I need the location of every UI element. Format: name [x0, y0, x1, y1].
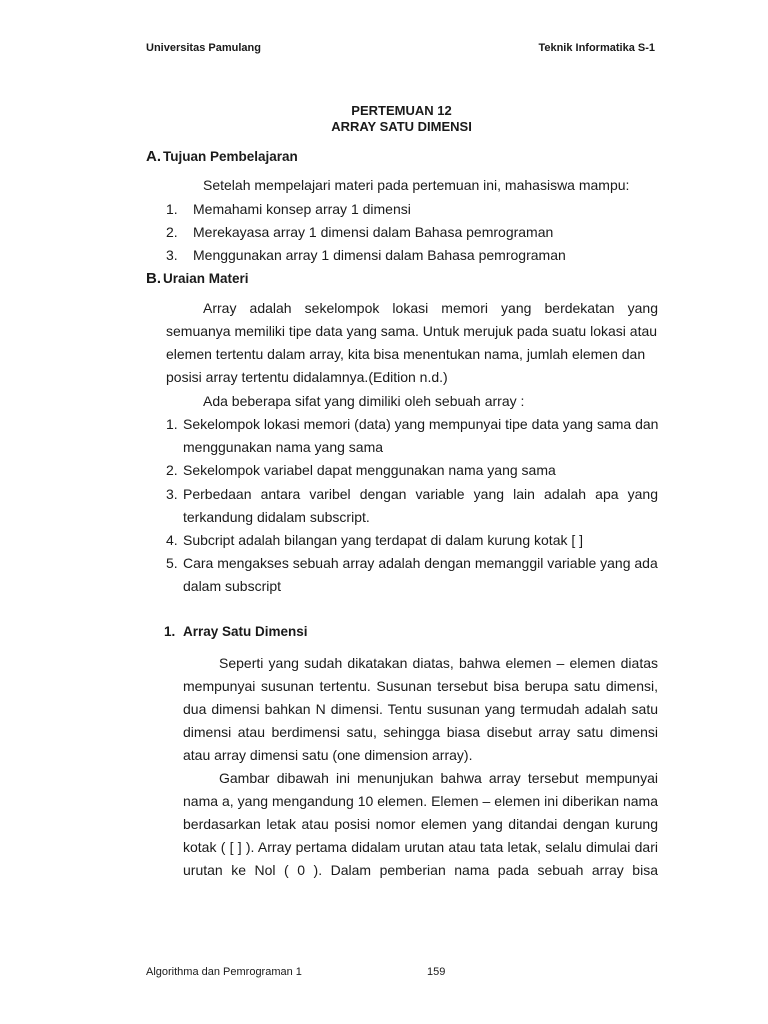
page-number: 159: [427, 966, 446, 978]
property-line: terkandung didalam subscript.: [183, 509, 370, 525]
property-line: Perbedaan antara varibel dengan variable yang lain adalah apa yang: [183, 486, 658, 502]
objective-number: 1.: [166, 201, 178, 217]
paragraph-line: berdasarkan letak atau posisi nomor elemen yang ditandai dengan kurung: [183, 816, 658, 832]
paragraph-line: atau array dimensi satu (one dimension array).: [183, 747, 473, 763]
objective-number: 3.: [166, 247, 178, 263]
subsection-number: 1.: [164, 624, 176, 639]
properties-intro: Ada beberapa sifat yang dimiliki oleh sebuah array :: [203, 393, 525, 409]
property-line: menggunakan nama yang sama: [183, 439, 384, 455]
section-a-letter: A.: [146, 148, 161, 165]
section-b-letter: B.: [146, 270, 161, 287]
meeting-number: PERTEMUAN 12: [351, 103, 452, 118]
property-line: Sekelompok variabel dapat menggunakan nama yang sama: [183, 462, 556, 478]
objective-item: Merekayasa array 1 dimensi dalam Bahasa pemrograman: [193, 224, 554, 240]
property-number: 5.: [166, 555, 178, 571]
property-line: Cara mengakses sebuah array adalah dengan memanggil variable yang ada: [183, 555, 658, 571]
paragraph-line: urutan ke Nol ( 0 ). Dalam pemberian nama pada sebuah array bisa: [183, 862, 658, 878]
property-line: Subcript adalah bilangan yang terdapat di dalam kurung kotak [ ]: [183, 532, 584, 548]
paragraph-line: Gambar dibawah ini menunjukan bahwa array tersebut mempunyai: [219, 770, 658, 786]
property-number: 2.: [166, 462, 178, 478]
paragraph-line: elemen tertentu dalam array, kita bisa menentukan nama, jumlah elemen dan: [166, 346, 646, 362]
property-number: 1.: [166, 416, 178, 432]
running-header-institution: Universitas Pamulang: [146, 42, 261, 54]
property-line: dalam subscript: [183, 578, 282, 594]
paragraph-line: Seperti yang sudah dikatakan diatas, bahwa elemen – elemen diatas: [219, 655, 658, 671]
objective-item: Memahami konsep array 1 dimensi: [193, 201, 411, 217]
objectives-intro: Setelah mempelajari materi pada pertemuan ini, mahasiswa mampu:: [203, 177, 630, 193]
paragraph-line: dimensi atau berdimensi satu, sehingga biasa disebut array satu dimensi: [183, 724, 658, 740]
paragraph-line: semuanya memiliki tipe data yang sama. Untuk merujuk pada suatu lokasi atau: [166, 323, 658, 339]
chapter-title: ARRAY SATU DIMENSI: [331, 119, 472, 134]
property-line: Sekelompok lokasi memori (data) yang mempunyai tipe data yang sama dan: [183, 416, 659, 432]
running-header-program: Teknik Informatika S-1: [538, 42, 655, 54]
property-number: 4.: [166, 532, 178, 548]
paragraph-line: dua dimensi bahkan N dimensi. Tentu susunan yang termudah adalah satu: [183, 701, 658, 717]
section-a-heading: [146, 148, 298, 165]
paragraph-line: nama a, yang mengandung 10 elemen. Elemen – elemen ini diberikan nama: [183, 793, 658, 809]
paragraph-line: Array adalah sekelompok lokasi memori yang berdekatan yang: [203, 300, 658, 316]
footer-course-title: Algorithma dan Pemrograman 1: [146, 966, 302, 978]
paragraph-line: posisi array tertentu didalamnya.(Edition n.d.): [166, 369, 448, 385]
property-number: 3.: [166, 486, 178, 502]
objective-number: 2.: [166, 224, 178, 240]
section-a-title: Tujuan Pembelajaran: [163, 149, 298, 164]
objective-item: Menggunakan array 1 dimensi dalam Bahasa pemrograman: [193, 247, 566, 263]
subsection-title: Array Satu Dimensi: [183, 624, 308, 639]
paragraph-line: mempunyai susunan tertentu. Susunan tersebut bisa berupa satu dimensi,: [183, 678, 658, 694]
section-b-heading: [146, 270, 249, 287]
section-b-title: Uraian Materi: [163, 271, 249, 286]
paragraph-line: kotak ( [ ] ). Array pertama didalam urutan atau tata letak, selalu dimulai dari: [183, 839, 658, 855]
